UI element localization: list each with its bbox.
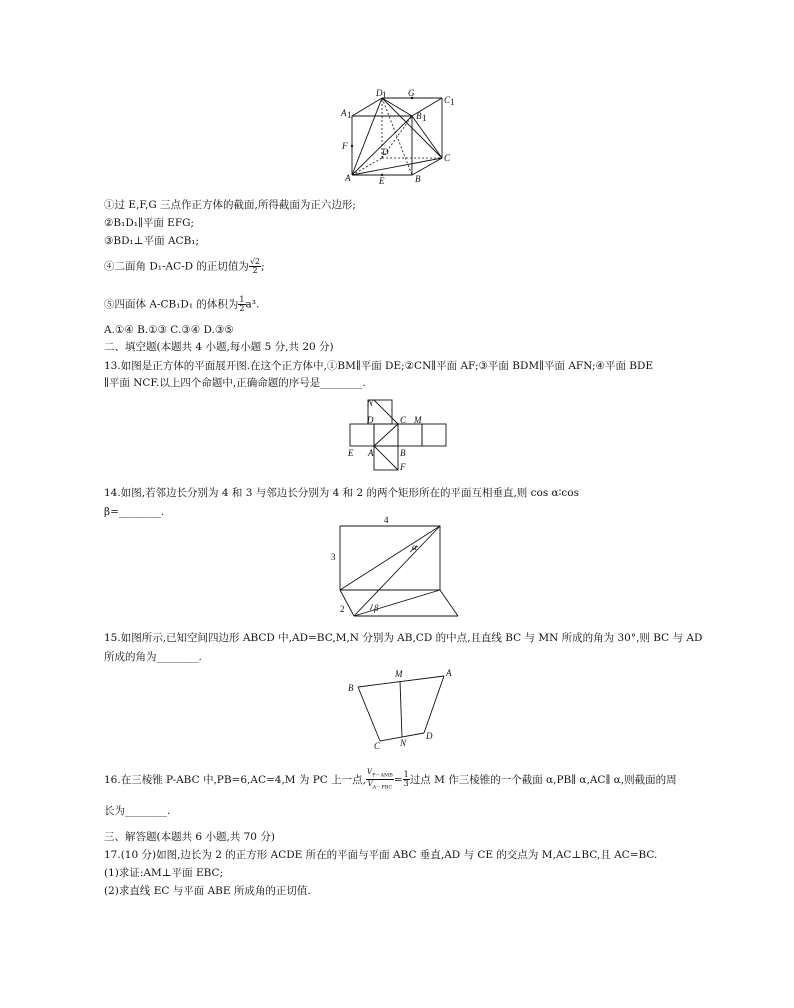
svg-text:1: 1 <box>382 90 387 100</box>
label-C: C <box>444 153 451 163</box>
svg-text:1: 1 <box>450 97 455 107</box>
label-A: A <box>345 173 351 183</box>
label-A: A <box>446 668 452 678</box>
label-N: N <box>367 398 374 408</box>
question-17-part2: (2)求直线 EC 与平面 ABE 所成角的正切值. <box>104 885 311 897</box>
label-B: B <box>348 683 354 693</box>
statement-1: ①过 E,F,G 三点作正方体的截面,所得截面为正六边形; <box>104 199 356 211</box>
volume-ratio-fraction: $\frac{V_{P-AMB}}{V_{A-PBC}}$ <box>367 768 393 791</box>
question-15-line2: 所成的角为________. <box>104 651 202 663</box>
label-G: G <box>408 88 415 98</box>
label-M: M <box>395 669 403 679</box>
label-D: D <box>426 731 433 741</box>
answer-options: A.①④ B.①③ C.③④ D.③⑤ <box>104 324 234 336</box>
label-N: N <box>400 738 407 748</box>
label-E: E <box>348 448 354 458</box>
section-heading-solutions: 三、解答题(本题共 6 小题,共 70 分) <box>104 831 275 843</box>
svg-text:1: 1 <box>347 110 352 120</box>
statement-2: ②B₁D₁∥平面 EFG; <box>104 217 195 229</box>
label-D: D <box>367 415 374 425</box>
question-17-line1: 17.(10 分)如图,边长为 2 的正方形 ACDE 所在的平面与平面 ABC 垂直,AD 与 CE 的交点为 M,AC⊥BC,且 AC=BC. <box>104 849 658 861</box>
fraction: $\frac{√2}{2}$ <box>249 257 261 275</box>
label-B: B <box>415 174 421 184</box>
label-beta: β <box>374 603 379 613</box>
label-D: D <box>382 147 389 157</box>
label-B: B <box>400 448 406 458</box>
label-bottom-2: 2 <box>340 604 345 614</box>
rectangles-figure <box>328 514 474 624</box>
label-A: A <box>368 448 374 458</box>
label-F: F <box>400 462 406 472</box>
question-16-line2: 长为________. <box>104 805 171 817</box>
label-top-4: 4 <box>384 515 389 525</box>
label-D1: D <box>376 88 383 98</box>
question-13-line1: 13.如图是正方体的平面展开图.在这个正方体中,①BM∥平面 DE;②CN∥平面 AF;③平面 BDM∥平面 AFN;④平面 BDE <box>104 360 654 372</box>
svg-text:1: 1 <box>422 113 427 123</box>
label-A1: A <box>341 108 347 118</box>
question-14-line1: 14.如图,若邻边长分别为 4 和 3 与邻边长分别为 4 和 2 的两个矩形所在的平面互相垂直,则 cos α∶cos <box>104 487 579 499</box>
label-left-3: 3 <box>331 552 336 562</box>
fraction: $\frac{1}{2}$ <box>239 295 245 313</box>
statement-3: ③BD₁⊥平面 ACB₁; <box>104 235 200 247</box>
quadrilateral-figure <box>344 666 456 752</box>
question-16-line1: 16.在三棱锥 P-ABC 中,PB=6,AC=4,M 为 PC 上一点, $\frac{V_{P-AMB}}{V_{A-PBC}}$ = $\frac{1}{3}$ 过点 M 作三棱锥的一个截面 α,PB∥ α,AC∥ α,则截面的周 <box>104 768 677 791</box>
question-13-line2: ∥平面 NCF.以上四个命题中,正确命题的序号是________. <box>104 377 366 389</box>
fraction: $\frac{1}{3}$ <box>403 770 409 789</box>
label-F: F <box>342 141 348 151</box>
question-14-line2: β=________. <box>104 506 165 518</box>
statement-5: ⑤四面体 A-CB₁D₁ 的体积为 $\frac{1}{2}$ a³. <box>104 295 260 313</box>
label-C1: C <box>444 95 451 105</box>
statement-4: ④二面角 D₁-AC-D 的正切值为 $\frac{√2}{2}$ ; <box>104 257 265 275</box>
label-M: M <box>414 415 422 425</box>
question-15-line1: 15.如图所示,已知空间四边形 ABCD 中,AD=BC,M,N 分别为 AB,CD 的中点,且直线 BC 与 MN 所成的角为 30°,则 BC 与 AD <box>104 632 703 644</box>
cube-figure <box>340 88 460 186</box>
question-17-part1: (1)求证:AM⊥平面 EBC; <box>104 867 224 879</box>
label-E: E <box>379 176 385 186</box>
label-C: C <box>374 741 381 751</box>
label-B1: B <box>416 111 422 121</box>
cube-net-figure <box>344 398 450 474</box>
label-C: C <box>400 415 407 425</box>
section-heading-fill-in: 二、填空题(本题共 4 小题,每小题 5 分,共 20 分) <box>104 341 334 353</box>
label-alpha: α <box>412 542 417 552</box>
